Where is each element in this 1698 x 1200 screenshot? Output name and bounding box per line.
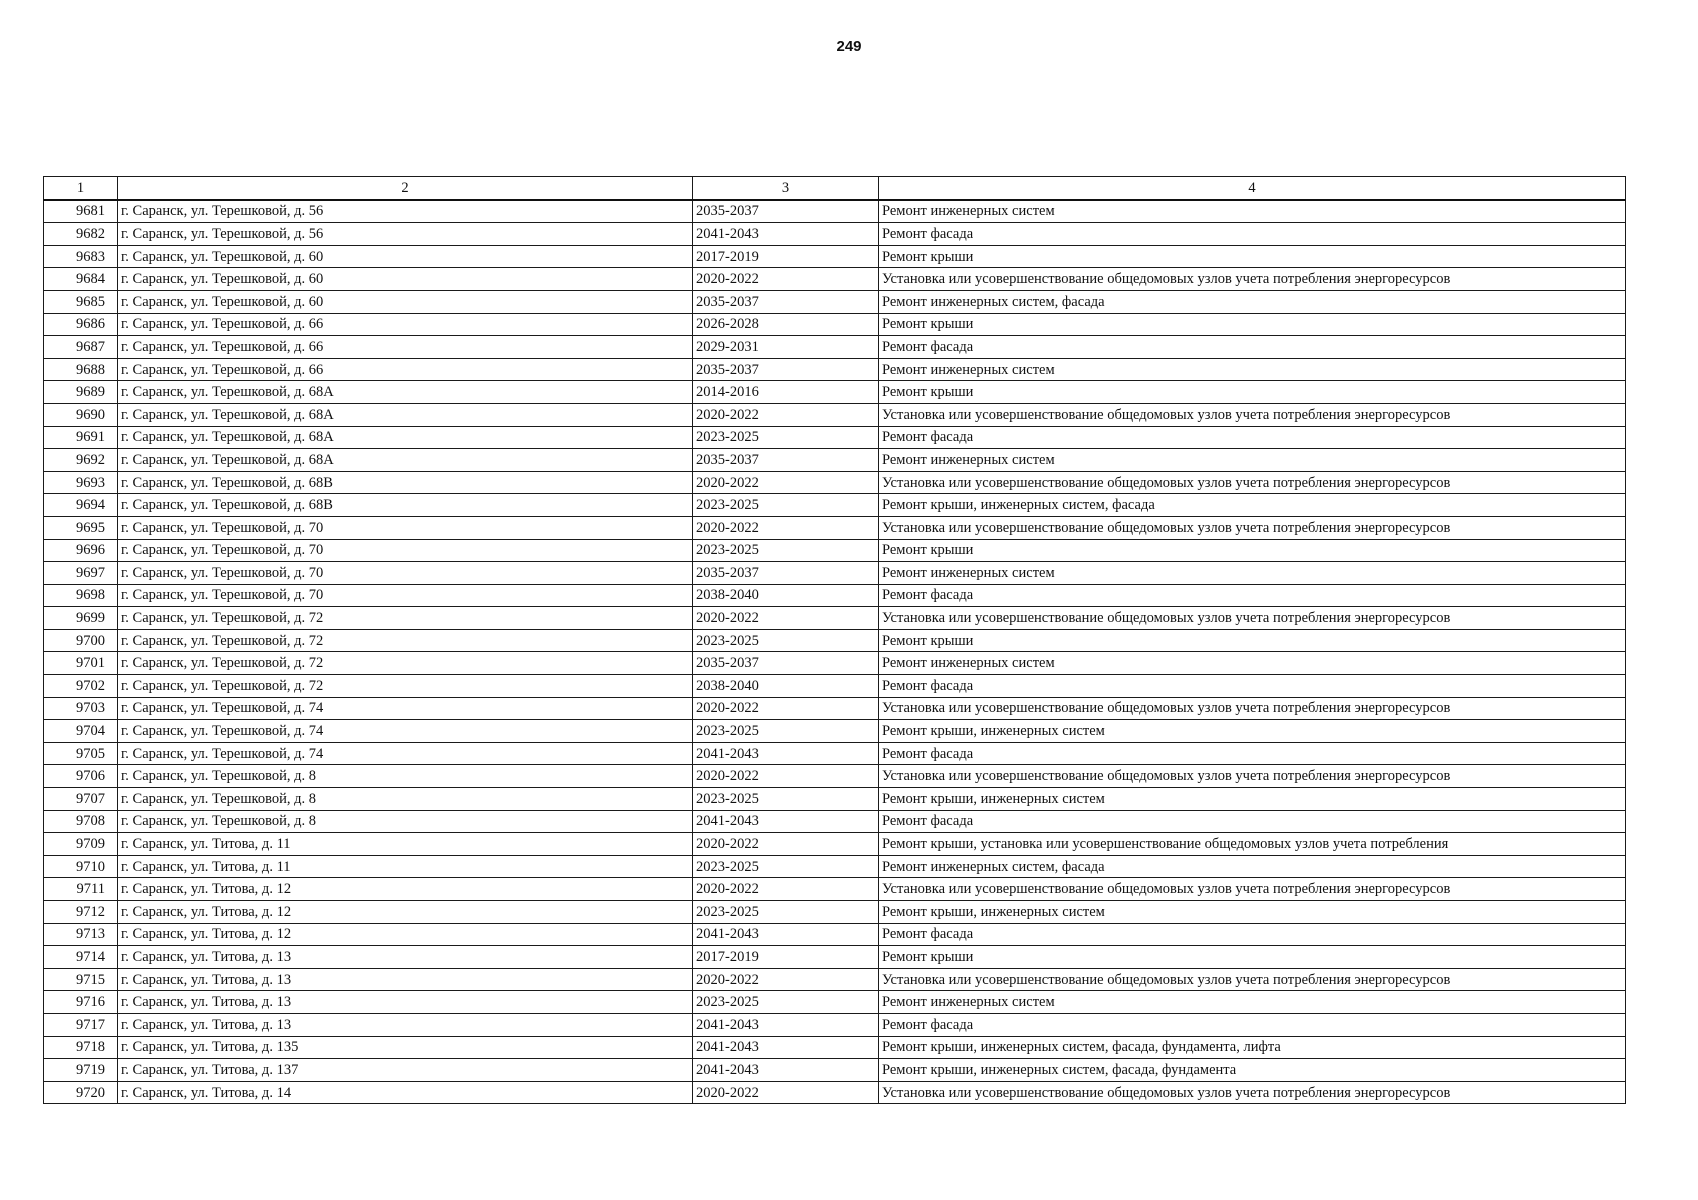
row-number-cell: 9691 [44,426,118,449]
address-cell: г. Саранск, ул. Терешковой, д. 8 [118,788,693,811]
address-cell: г. Саранск, ул. Терешковой, д. 66 [118,358,693,381]
table-row [44,878,1626,901]
work-type-cell: Ремонт инженерных систем [879,358,1626,381]
work-type-cell: Ремонт крыши, инженерных систем, фасада, фундамента [879,1059,1626,1082]
address-cell: г. Саранск, ул. Терешковой, д. 60 [118,245,693,268]
work-type-cell: Ремонт инженерных систем [879,652,1626,675]
work-type-cell: Ремонт крыши [879,629,1626,652]
table-row [44,833,1626,856]
address-cell: г. Саранск, ул. Терешковой, д. 68А [118,403,693,426]
address-cell: г. Саранск, ул. Терешковой, д. 72 [118,652,693,675]
work-type-cell: Установка или усовершенствование общедомовых узлов учета потребления энергоресурсов [879,268,1626,291]
address-cell: г. Саранск, ул. Терешковой, д. 56 [118,200,693,223]
work-type-cell: Ремонт фасада [879,923,1626,946]
table-row [44,381,1626,404]
period-cell: 2020-2022 [693,697,879,720]
address-cell: г. Саранск, ул. Титова, д. 12 [118,878,693,901]
period-cell: 2041-2043 [693,1013,879,1036]
address-cell: г. Саранск, ул. Терешковой, д. 70 [118,562,693,585]
table-row [44,539,1626,562]
row-number-cell: 9685 [44,290,118,313]
table-row [44,1013,1626,1036]
work-type-cell: Ремонт крыши [879,381,1626,404]
work-type-cell: Ремонт фасада [879,584,1626,607]
row-number-cell: 9711 [44,878,118,901]
period-cell: 2023-2025 [693,788,879,811]
period-cell: 2023-2025 [693,426,879,449]
period-cell: 2041-2043 [693,223,879,246]
row-number-cell: 9686 [44,313,118,336]
row-number-cell: 9689 [44,381,118,404]
table-row [44,607,1626,630]
address-cell: г. Саранск, ул. Титова, д. 11 [118,855,693,878]
period-cell: 2020-2022 [693,607,879,630]
table-row [44,697,1626,720]
table-row [44,629,1626,652]
table-row [44,494,1626,517]
period-cell: 2041-2043 [693,1059,879,1082]
row-number-cell: 9703 [44,697,118,720]
table-row [44,991,1626,1014]
row-number-cell: 9705 [44,742,118,765]
period-cell: 2026-2028 [693,313,879,336]
address-cell: г. Саранск, ул. Титова, д. 137 [118,1059,693,1082]
address-cell: г. Саранск, ул. Титова, д. 14 [118,1081,693,1104]
work-type-cell: Установка или усовершенствование общедомовых узлов учета потребления энергоресурсов [879,878,1626,901]
table-row [44,720,1626,743]
work-type-cell: Установка или усовершенствование общедомовых узлов учета потребления энергоресурсов [879,697,1626,720]
table-row [44,516,1626,539]
column-header-2: 2 [118,177,693,200]
period-cell: 2038-2040 [693,584,879,607]
row-number-cell: 9699 [44,607,118,630]
row-number-cell: 9713 [44,923,118,946]
row-number-cell: 9720 [44,1081,118,1104]
address-cell: г. Саранск, ул. Терешковой, д. 8 [118,765,693,788]
work-type-cell: Установка или усовершенствование общедомовых узлов учета потребления энергоресурсов [879,471,1626,494]
table-row [44,336,1626,359]
period-cell: 2023-2025 [693,539,879,562]
period-cell: 2041-2043 [693,923,879,946]
address-cell: г. Саранск, ул. Терешковой, д. 72 [118,629,693,652]
address-cell: г. Саранск, ул. Титова, д. 12 [118,923,693,946]
row-number-cell: 9704 [44,720,118,743]
row-number-cell: 9700 [44,629,118,652]
work-type-cell: Ремонт фасада [879,1013,1626,1036]
table-row [44,1059,1626,1082]
period-cell: 2029-2031 [693,336,879,359]
period-cell: 2023-2025 [693,855,879,878]
table-row [44,810,1626,833]
row-number-cell: 9684 [44,268,118,291]
table-row [44,290,1626,313]
table-row [44,901,1626,924]
row-number-cell: 9708 [44,810,118,833]
table-row [44,223,1626,246]
period-cell: 2020-2022 [693,471,879,494]
work-type-cell: Ремонт крыши [879,313,1626,336]
period-cell: 2038-2040 [693,675,879,698]
work-type-cell: Ремонт крыши [879,245,1626,268]
table-row [44,765,1626,788]
row-number-cell: 9696 [44,539,118,562]
period-cell: 2035-2037 [693,200,879,223]
address-cell: г. Саранск, ул. Терешковой, д. 74 [118,720,693,743]
work-type-cell: Ремонт инженерных систем [879,562,1626,585]
row-number-cell: 9718 [44,1036,118,1059]
address-cell: г. Саранск, ул. Титова, д. 135 [118,1036,693,1059]
period-cell: 2014-2016 [693,381,879,404]
table-row [44,471,1626,494]
work-type-cell: Установка или усовершенствование общедомовых узлов учета потребления энергоресурсов [879,968,1626,991]
table-row [44,562,1626,585]
period-cell: 2020-2022 [693,403,879,426]
period-cell: 2041-2043 [693,1036,879,1059]
address-cell: г. Саранск, ул. Терешковой, д. 68А [118,426,693,449]
table-row [44,855,1626,878]
column-header-4: 4 [879,177,1626,200]
work-type-cell: Ремонт инженерных систем, фасада [879,855,1626,878]
address-cell: г. Саранск, ул. Терешковой, д. 70 [118,584,693,607]
row-number-cell: 9693 [44,471,118,494]
row-number-cell: 9688 [44,358,118,381]
address-cell: г. Саранск, ул. Терешковой, д. 8 [118,810,693,833]
table-row [44,268,1626,291]
work-type-cell: Установка или усовершенствование общедомовых узлов учета потребления энергоресурсов [879,607,1626,630]
work-type-cell: Ремонт инженерных систем [879,991,1626,1014]
work-type-cell: Ремонт фасада [879,223,1626,246]
work-type-cell: Ремонт крыши, инженерных систем [879,720,1626,743]
address-cell: г. Саранск, ул. Терешковой, д. 60 [118,268,693,291]
address-cell: г. Саранск, ул. Титова, д. 11 [118,833,693,856]
table-row [44,584,1626,607]
address-cell: г. Саранск, ул. Терешковой, д. 68В [118,471,693,494]
row-number-cell: 9683 [44,245,118,268]
row-number-cell: 9687 [44,336,118,359]
address-cell: г. Саранск, ул. Терешковой, д. 66 [118,336,693,359]
row-number-cell: 9717 [44,1013,118,1036]
work-type-cell: Ремонт фасада [879,810,1626,833]
page-number: 249 [836,38,862,55]
row-number-cell: 9706 [44,765,118,788]
row-number-cell: 9694 [44,494,118,517]
work-type-cell: Установка или усовершенствование общедомовых узлов учета потребления энергоресурсов [879,1081,1626,1104]
address-cell: г. Саранск, ул. Титова, д. 13 [118,968,693,991]
row-number-cell: 9710 [44,855,118,878]
work-type-cell: Ремонт крыши, инженерных систем [879,901,1626,924]
address-cell: г. Саранск, ул. Терешковой, д. 72 [118,607,693,630]
repair-schedule-table [43,176,1626,1104]
header-row [44,177,1626,200]
table-row [44,200,1626,223]
row-number-cell: 9682 [44,223,118,246]
table-row [44,652,1626,675]
address-cell: г. Саранск, ул. Терешковой, д. 74 [118,742,693,765]
work-type-cell: Ремонт инженерных систем [879,449,1626,472]
row-number-cell: 9695 [44,516,118,539]
work-type-cell: Ремонт крыши, инженерных систем [879,788,1626,811]
period-cell: 2020-2022 [693,878,879,901]
table-row [44,426,1626,449]
period-cell: 2035-2037 [693,652,879,675]
column-header-3: 3 [693,177,879,200]
work-type-cell: Установка или усовершенствование общедомовых узлов учета потребления энергоресурсов [879,765,1626,788]
table-row [44,923,1626,946]
work-type-cell: Ремонт крыши [879,539,1626,562]
work-type-cell: Установка или усовершенствование общедомовых узлов учета потребления энергоресурсов [879,516,1626,539]
row-number-cell: 9701 [44,652,118,675]
table-row [44,245,1626,268]
address-cell: г. Саранск, ул. Терешковой, д. 66 [118,313,693,336]
table-row [44,1081,1626,1104]
row-number-cell: 9690 [44,403,118,426]
work-type-cell: Ремонт фасада [879,742,1626,765]
table-row [44,742,1626,765]
work-type-cell: Ремонт крыши [879,946,1626,969]
address-cell: г. Саранск, ул. Терешковой, д. 72 [118,675,693,698]
address-cell: г. Саранск, ул. Титова, д. 12 [118,901,693,924]
row-number-cell: 9692 [44,449,118,472]
work-type-cell: Ремонт крыши, установка или усовершенствование общедомовых узлов учета потребления [879,833,1626,856]
work-type-cell: Ремонт фасада [879,675,1626,698]
work-type-cell: Ремонт инженерных систем, фасада [879,290,1626,313]
address-cell: г. Саранск, ул. Титова, д. 13 [118,1013,693,1036]
table-row [44,313,1626,336]
address-cell: г. Саранск, ул. Терешковой, д. 70 [118,539,693,562]
row-number-cell: 9719 [44,1059,118,1082]
period-cell: 2023-2025 [693,494,879,517]
address-cell: г. Саранск, ул. Терешковой, д. 60 [118,290,693,313]
period-cell: 2023-2025 [693,991,879,1014]
address-cell: г. Саранск, ул. Терешковой, д. 68А [118,449,693,472]
address-cell: г. Саранск, ул. Титова, д. 13 [118,946,693,969]
period-cell: 2020-2022 [693,516,879,539]
period-cell: 2035-2037 [693,449,879,472]
row-number-cell: 9697 [44,562,118,585]
address-cell: г. Саранск, ул. Титова, д. 13 [118,991,693,1014]
period-cell: 2035-2037 [693,562,879,585]
period-cell: 2020-2022 [693,833,879,856]
period-cell: 2035-2037 [693,290,879,313]
work-type-cell: Установка или усовершенствование общедомовых узлов учета потребления энергоресурсов [879,403,1626,426]
work-type-cell: Ремонт крыши, инженерных систем, фасада, фундамента, лифта [879,1036,1626,1059]
address-cell: г. Саранск, ул. Терешковой, д. 68В [118,494,693,517]
work-type-cell: Ремонт инженерных систем [879,200,1626,223]
table-row [44,403,1626,426]
address-cell: г. Саранск, ул. Терешковой, д. 74 [118,697,693,720]
period-cell: 2023-2025 [693,720,879,743]
period-cell: 2023-2025 [693,629,879,652]
work-type-cell: Ремонт крыши, инженерных систем, фасада [879,494,1626,517]
period-cell: 2041-2043 [693,742,879,765]
table-body [44,200,1626,1104]
period-cell: 2020-2022 [693,968,879,991]
row-number-cell: 9716 [44,991,118,1014]
work-type-cell: Ремонт фасада [879,426,1626,449]
period-cell: 2035-2037 [693,358,879,381]
table-row [44,946,1626,969]
row-number-cell: 9714 [44,946,118,969]
table-row [44,675,1626,698]
period-cell: 2017-2019 [693,245,879,268]
row-number-cell: 9707 [44,788,118,811]
row-number-cell: 9698 [44,584,118,607]
row-number-cell: 9709 [44,833,118,856]
row-number-cell: 9702 [44,675,118,698]
table-row [44,788,1626,811]
period-cell: 2041-2043 [693,810,879,833]
period-cell: 2020-2022 [693,1081,879,1104]
work-type-cell: Ремонт фасада [879,336,1626,359]
column-header-1: 1 [44,177,118,200]
table-row [44,1036,1626,1059]
address-cell: г. Саранск, ул. Терешковой, д. 68А [118,381,693,404]
table-row [44,358,1626,381]
address-cell: г. Саранск, ул. Терешковой, д. 70 [118,516,693,539]
row-number-cell: 9681 [44,200,118,223]
period-cell: 2017-2019 [693,946,879,969]
table-row [44,449,1626,472]
period-cell: 2023-2025 [693,901,879,924]
row-number-cell: 9712 [44,901,118,924]
row-number-cell: 9715 [44,968,118,991]
address-cell: г. Саранск, ул. Терешковой, д. 56 [118,223,693,246]
period-cell: 2020-2022 [693,765,879,788]
period-cell: 2020-2022 [693,268,879,291]
table-row [44,968,1626,991]
